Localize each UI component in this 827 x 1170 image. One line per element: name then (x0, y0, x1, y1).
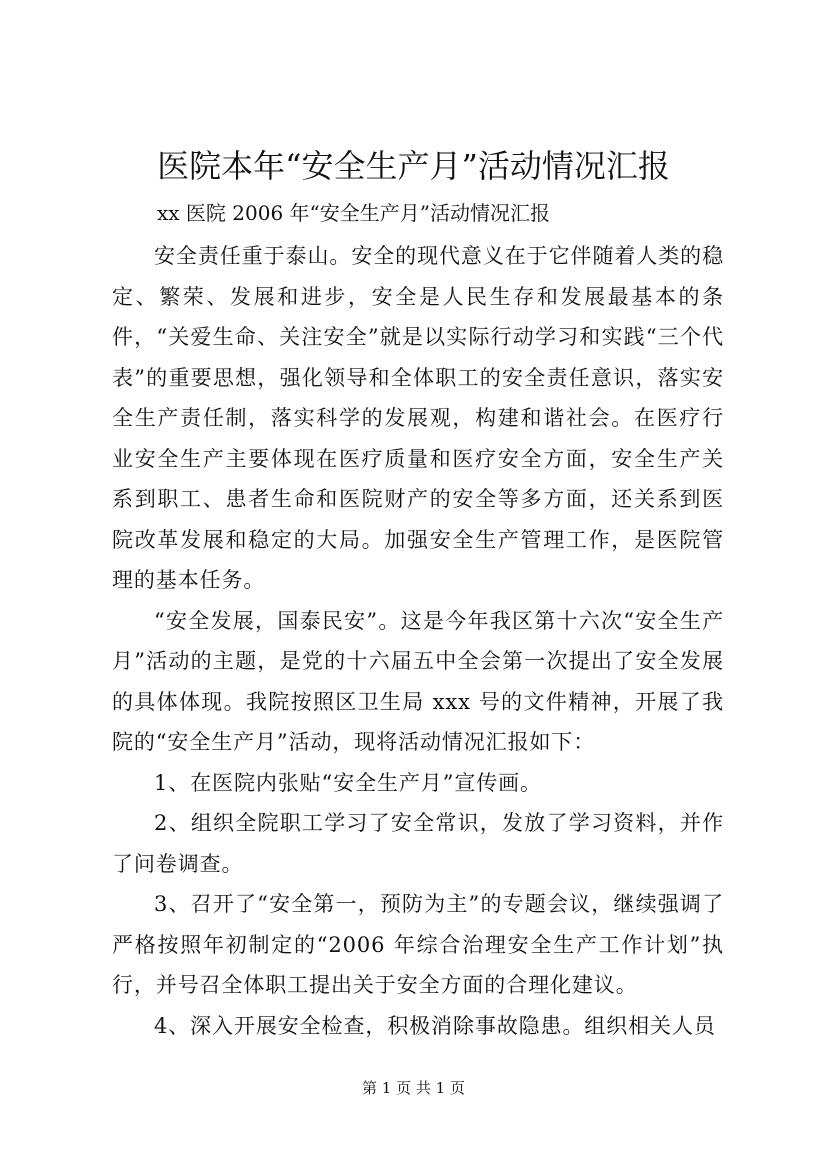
document-subtitle: xx 医院 2006 年“安全生产月”活动情况汇报 (157, 201, 550, 225)
paragraph-item-4: 4、深入开展安全检查，积极消除事故隐患。组织相关人员 (154, 1013, 716, 1038)
document-title: 医院本年“安全生产月”活动情况汇报 (157, 147, 670, 185)
document-body (112, 236, 724, 1046)
paragraph-intro: 安全责任重于泰山。安全的现代意义在于它伴随着人类的稳定、繁荣、发展和进步，安全是人民生存和发展最基本的条件，“关爱生命、关注安全”就是以实际行动学习和实践“三个代表”的重要思想，强化领导和全体职工的安全责任意识，落实安全生产责任制，落实科学的发展观，构建和谐社会。在医疗行业安全生产主要体现在医疗质量和医疗安全方面，安全生产关系到职工、患者生命和医院财产的安全等多方面，还关系到医院改革发展和稳定的大局。加强安全生产管理工作，是医院管理的基本任务。 (112, 244, 724, 592)
page-footer: 第 1 页 共 1 页 (362, 1079, 465, 1097)
paragraph-item-3: 3、召开了“安全第一，预防为主”的专题会议，继续强调了严格按照年初制定的“2006 年综合治理安全生产工作计划”执行，并号召全体职工提出关于安全方面的合理化建议。 (112, 892, 724, 997)
paragraph-item-1: 1、在医院内张贴“安全生产月”宣传画。 (154, 770, 542, 795)
paragraph-theme: “安全发展，国泰民安”。这是今年我区第十六次“安全生产月”活动的主题，是党的十六届五中全会第一次提出了安全发展的具体体现。我院按照区卫生局 xxx 号的文件精神，开展了我院的“安全生产月”活动，现将活动情况汇报如下： (112, 608, 724, 754)
paragraph-item-2: 2、组织全院职工学习了安全常识，发放了学习资料，并作了问卷调查。 (112, 811, 724, 876)
